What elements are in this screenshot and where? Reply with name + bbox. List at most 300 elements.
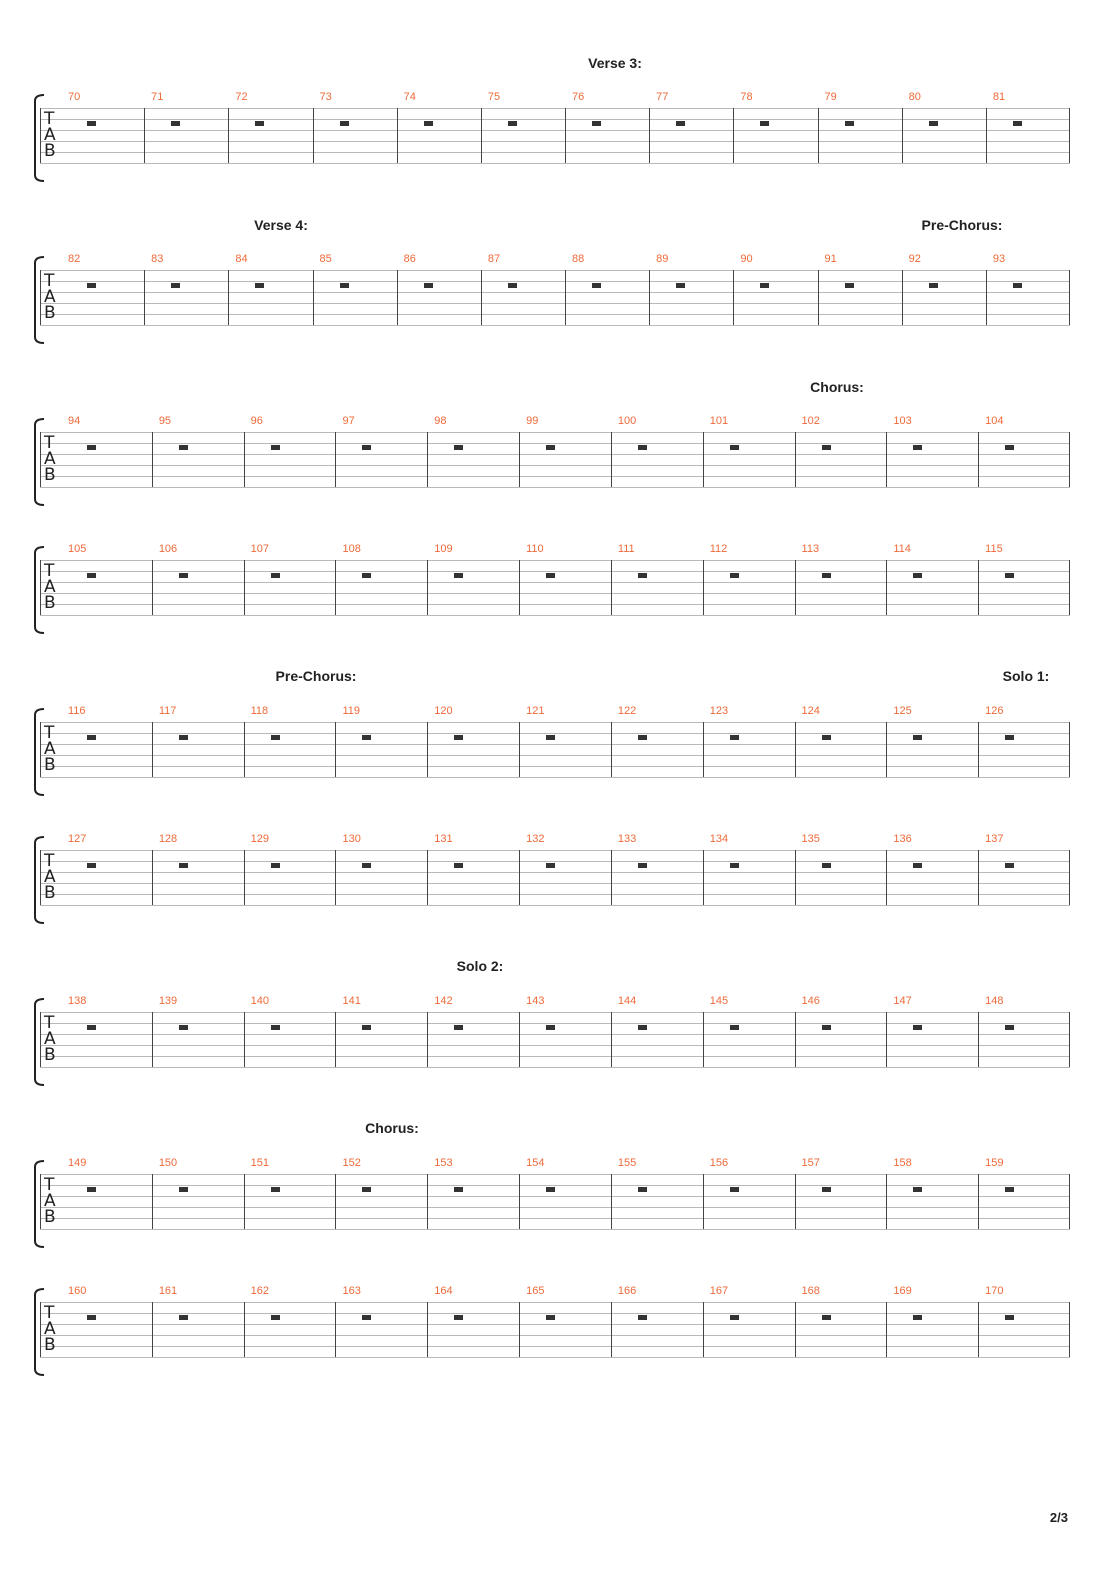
section-label: Chorus: (365, 1120, 419, 1136)
string-line (40, 604, 1070, 605)
whole-rest (424, 121, 433, 126)
string-line (40, 744, 1070, 745)
whole-rest (271, 1315, 280, 1320)
measure-number: 81 (992, 91, 1006, 103)
string-line (40, 894, 1070, 895)
whole-rest (1005, 1025, 1014, 1030)
barline (427, 1302, 428, 1357)
barline (611, 1012, 612, 1067)
tab-clef-letter: A (44, 739, 56, 759)
barline (795, 1012, 796, 1067)
whole-rest (179, 735, 188, 740)
tab-staff (40, 850, 1070, 905)
measure-number: 147 (893, 995, 912, 1007)
barline (427, 560, 428, 615)
barline (397, 270, 398, 325)
barline (611, 432, 612, 487)
measure-number: 164 (434, 1285, 453, 1297)
barline (519, 560, 520, 615)
tab-clef-letter: A (44, 577, 56, 597)
barline (818, 108, 819, 163)
string-line (40, 325, 1070, 326)
whole-rest (822, 863, 831, 868)
tab-staff (40, 1012, 1070, 1067)
string-line (40, 560, 1070, 561)
barline (244, 1012, 245, 1067)
whole-rest (255, 283, 264, 288)
barline (40, 108, 41, 163)
barline (335, 560, 336, 615)
measure-number: 82 (68, 253, 81, 265)
string-line (40, 1185, 1070, 1186)
barline (335, 1012, 336, 1067)
whole-rest (638, 1315, 647, 1320)
whole-rest (179, 1187, 188, 1192)
measure-number: 93 (992, 253, 1006, 265)
whole-rest (730, 863, 739, 868)
barline (1069, 432, 1070, 487)
tab-clef (44, 1177, 56, 1225)
measure-number: 120 (434, 705, 453, 717)
whole-rest (592, 121, 601, 126)
barline (144, 270, 145, 325)
barline (427, 432, 428, 487)
barline (978, 722, 979, 777)
measure-number: 126 (985, 705, 1004, 717)
string-line (40, 850, 1070, 851)
measure-number: 85 (319, 253, 332, 265)
barline (649, 270, 650, 325)
barline (795, 432, 796, 487)
tab-clef-letter: A (44, 449, 56, 469)
string-line (40, 1335, 1070, 1336)
barline (818, 270, 819, 325)
whole-rest (546, 573, 555, 578)
measure-number: 83 (151, 253, 164, 265)
whole-rest (546, 1187, 555, 1192)
whole-rest (362, 863, 371, 868)
barline (565, 270, 566, 325)
string-line (40, 883, 1070, 884)
string-line (40, 777, 1070, 778)
string-line (40, 465, 1070, 466)
measure-number: 143 (526, 995, 545, 1007)
barline (1069, 270, 1070, 325)
measure-number: 117 (158, 705, 177, 717)
measure-number: 138 (68, 995, 87, 1007)
measure-number: 124 (801, 705, 820, 717)
barline (795, 722, 796, 777)
measure-number: 71 (151, 91, 164, 103)
string-line (40, 1012, 1070, 1013)
tab-staff (40, 108, 1070, 163)
tab-clef-letter: T (44, 1013, 55, 1033)
tab-clef-letter: A (44, 1029, 56, 1049)
measure-number: 107 (250, 543, 269, 555)
measure-number: 145 (709, 995, 729, 1007)
barline (228, 270, 229, 325)
string-line (40, 1034, 1070, 1035)
whole-rest (179, 445, 188, 450)
measure-number: 100 (617, 415, 637, 427)
barline (733, 108, 734, 163)
string-line (40, 1313, 1070, 1314)
tab-clef-letter: A (44, 867, 56, 887)
measure-number: 134 (709, 833, 729, 845)
whole-rest (271, 1025, 280, 1030)
whole-rest (1005, 735, 1014, 740)
whole-rest (87, 735, 96, 740)
measure-number: 168 (801, 1285, 820, 1297)
tab-staff (40, 722, 1070, 777)
barline (703, 850, 704, 905)
tab-staff (40, 432, 1070, 487)
barline (397, 108, 398, 163)
measure-number: 114 (893, 543, 911, 555)
string-line (40, 1023, 1070, 1024)
measure-number: 70 (68, 91, 81, 103)
measure-number: 129 (250, 833, 269, 845)
whole-rest (760, 283, 769, 288)
barline (427, 850, 428, 905)
whole-rest (362, 445, 371, 450)
barline (795, 560, 796, 615)
barline (481, 270, 482, 325)
whole-rest (271, 445, 280, 450)
measure-number: 123 (709, 705, 729, 717)
tab-clef-letter: A (44, 287, 56, 307)
barline (228, 108, 229, 163)
barline (886, 1302, 887, 1357)
barline (40, 270, 41, 325)
barline (978, 850, 979, 905)
measure-number: 91 (824, 253, 837, 265)
string-line (40, 1324, 1070, 1325)
whole-rest (546, 1315, 555, 1320)
measure-number: 163 (342, 1285, 361, 1297)
barline (244, 560, 245, 615)
measure-number: 140 (250, 995, 269, 1007)
whole-rest (730, 1187, 739, 1192)
measure-number: 104 (985, 415, 1004, 427)
measure-number: 76 (572, 91, 585, 103)
whole-rest (913, 735, 922, 740)
whole-rest (179, 863, 188, 868)
whole-rest (913, 573, 922, 578)
string-line (40, 108, 1070, 109)
measure-number: 109 (434, 543, 453, 555)
barline (244, 850, 245, 905)
whole-rest (592, 283, 601, 288)
measure-number: 167 (709, 1285, 729, 1297)
whole-rest (87, 1025, 96, 1030)
string-line (40, 281, 1070, 282)
tab-clef-letter: T (44, 1303, 55, 1323)
measure-number: 148 (985, 995, 1004, 1007)
string-line (40, 1196, 1070, 1197)
whole-rest (171, 283, 180, 288)
whole-rest (271, 1187, 280, 1192)
measure-number: 121 (526, 705, 545, 717)
whole-rest (87, 863, 96, 868)
barline (313, 270, 314, 325)
measure-number: 165 (526, 1285, 545, 1297)
string-line (40, 270, 1070, 271)
barline (244, 1174, 245, 1229)
whole-rest (638, 863, 647, 868)
barline (40, 850, 41, 905)
string-line (40, 163, 1070, 164)
barline (733, 270, 734, 325)
tab-clef-letter: B (44, 303, 56, 323)
barline (902, 108, 903, 163)
measure-number: 73 (319, 91, 332, 103)
measure-number: 72 (235, 91, 248, 103)
measure-number: 154 (526, 1157, 545, 1169)
section-label: Verse 4: (254, 217, 308, 233)
string-line (40, 766, 1070, 767)
measure-number: 74 (403, 91, 416, 103)
measure-number: 88 (572, 253, 585, 265)
measure-number: 166 (617, 1285, 637, 1297)
whole-rest (638, 1187, 647, 1192)
barline (40, 432, 41, 487)
whole-rest (546, 1025, 555, 1030)
whole-rest (730, 573, 739, 578)
tab-staff (40, 560, 1070, 615)
barline (611, 1302, 612, 1357)
barline (335, 1302, 336, 1357)
measure-number: 113 (801, 543, 820, 555)
measure-number: 149 (68, 1157, 87, 1169)
barline (886, 850, 887, 905)
measure-number: 170 (985, 1285, 1004, 1297)
measure-number: 151 (250, 1157, 269, 1169)
whole-rest (913, 863, 922, 868)
barline (978, 1302, 979, 1357)
string-line (40, 432, 1070, 433)
whole-rest (362, 1315, 371, 1320)
barline (152, 560, 153, 615)
tab-clef (44, 111, 56, 159)
whole-rest (271, 573, 280, 578)
measure-number: 90 (740, 253, 753, 265)
barline (519, 722, 520, 777)
tab-clef (44, 725, 56, 773)
string-line (40, 303, 1070, 304)
tab-clef (44, 853, 56, 901)
barline (144, 108, 145, 163)
tab-clef-letter: T (44, 723, 55, 743)
measure-number: 155 (617, 1157, 637, 1169)
barline (519, 1302, 520, 1357)
whole-rest (362, 1187, 371, 1192)
string-line (40, 1045, 1070, 1046)
whole-rest (913, 1315, 922, 1320)
barline (1069, 722, 1070, 777)
string-line (40, 487, 1070, 488)
measure-number: 112 (709, 543, 728, 555)
whole-rest (676, 121, 685, 126)
barline (978, 1012, 979, 1067)
section-label: Pre-Chorus: (921, 217, 1003, 233)
string-line (40, 722, 1070, 723)
string-line (40, 314, 1070, 315)
whole-rest (1013, 283, 1022, 288)
barline (40, 1174, 41, 1229)
whole-rest (87, 1315, 96, 1320)
tab-clef (44, 1305, 56, 1353)
whole-rest (929, 283, 938, 288)
measure-number: 86 (403, 253, 416, 265)
barline (152, 432, 153, 487)
measure-number: 101 (709, 415, 729, 427)
whole-rest (1005, 1187, 1014, 1192)
barline (649, 108, 650, 163)
whole-rest (822, 1187, 831, 1192)
whole-rest (1013, 121, 1022, 126)
section-label: Solo 1: (1002, 668, 1050, 684)
tab-clef-letter: T (44, 561, 55, 581)
whole-rest (271, 735, 280, 740)
whole-rest (638, 735, 647, 740)
whole-rest (454, 573, 463, 578)
whole-rest (87, 1187, 96, 1192)
measure-number: 94 (68, 415, 81, 427)
whole-rest (822, 1025, 831, 1030)
measure-number: 79 (824, 91, 837, 103)
tab-clef-letter: B (44, 1335, 56, 1355)
measure-number: 92 (908, 253, 921, 265)
barline (611, 560, 612, 615)
tab-clef-letter: T (44, 271, 55, 291)
whole-rest (845, 283, 854, 288)
barline (886, 432, 887, 487)
whole-rest (1005, 1315, 1014, 1320)
whole-rest (87, 445, 96, 450)
tab-clef-letter: B (44, 141, 56, 161)
tab-clef-letter: B (44, 883, 56, 903)
string-line (40, 292, 1070, 293)
barline (519, 1174, 520, 1229)
measure-number: 122 (617, 705, 637, 717)
measure-number: 102 (801, 415, 820, 427)
measure-number: 75 (487, 91, 501, 103)
whole-rest (362, 573, 371, 578)
whole-rest (454, 1315, 463, 1320)
barline (335, 850, 336, 905)
whole-rest (913, 1187, 922, 1192)
whole-rest (87, 573, 96, 578)
string-line (40, 1056, 1070, 1057)
barline (40, 722, 41, 777)
section-label: Verse 3: (588, 55, 642, 71)
barline (152, 1302, 153, 1357)
string-line (40, 571, 1070, 572)
whole-rest (340, 283, 349, 288)
barline (978, 432, 979, 487)
measure-number: 119 (342, 705, 360, 717)
barline (1069, 108, 1070, 163)
whole-rest (730, 445, 739, 450)
barline (703, 1174, 704, 1229)
barline (886, 1012, 887, 1067)
barline (152, 722, 153, 777)
tab-clef (44, 563, 56, 611)
barline (986, 270, 987, 325)
measure-number: 95 (158, 415, 172, 427)
barline (427, 1012, 428, 1067)
tab-staff (40, 270, 1070, 325)
whole-rest (638, 445, 647, 450)
whole-rest (362, 1025, 371, 1030)
tab-clef-letter: B (44, 1045, 56, 1065)
measure-number: 118 (250, 705, 269, 717)
measure-number: 146 (801, 995, 820, 1007)
whole-rest (822, 445, 831, 450)
barline (986, 108, 987, 163)
string-line (40, 1357, 1070, 1358)
measure-number: 103 (893, 415, 912, 427)
whole-rest (87, 283, 96, 288)
whole-rest (454, 863, 463, 868)
whole-rest (362, 735, 371, 740)
barline (244, 432, 245, 487)
whole-rest (638, 573, 647, 578)
whole-rest (1005, 445, 1014, 450)
whole-rest (822, 573, 831, 578)
measure-number: 97 (342, 415, 355, 427)
whole-rest (179, 1315, 188, 1320)
tab-clef-letter: B (44, 1207, 56, 1227)
barline (611, 850, 612, 905)
barline (886, 722, 887, 777)
tab-staff (40, 1174, 1070, 1229)
barline (152, 1012, 153, 1067)
measure-number: 125 (893, 705, 912, 717)
measure-number: 137 (985, 833, 1004, 845)
barline (244, 1302, 245, 1357)
barline (244, 722, 245, 777)
whole-rest (454, 445, 463, 450)
measure-number: 127 (68, 833, 87, 845)
barline (1069, 850, 1070, 905)
whole-rest (424, 283, 433, 288)
measure-number: 160 (68, 1285, 87, 1297)
barline (1069, 560, 1070, 615)
tab-clef-letter: B (44, 465, 56, 485)
barline (1069, 1174, 1070, 1229)
tab-clef-letter: A (44, 1191, 56, 1211)
barline (703, 560, 704, 615)
tab-staff (40, 1302, 1070, 1357)
barline (565, 108, 566, 163)
barline (335, 1174, 336, 1229)
measure-number: 156 (709, 1157, 729, 1169)
tab-clef-letter: B (44, 755, 56, 775)
tab-clef-letter: T (44, 109, 55, 129)
measure-number: 158 (893, 1157, 912, 1169)
measure-number: 169 (893, 1285, 912, 1297)
whole-rest (760, 121, 769, 126)
whole-rest (255, 121, 264, 126)
whole-rest (171, 121, 180, 126)
barline (611, 722, 612, 777)
whole-rest (508, 121, 517, 126)
measure-number: 89 (656, 253, 669, 265)
string-line (40, 141, 1070, 142)
string-line (40, 615, 1070, 616)
